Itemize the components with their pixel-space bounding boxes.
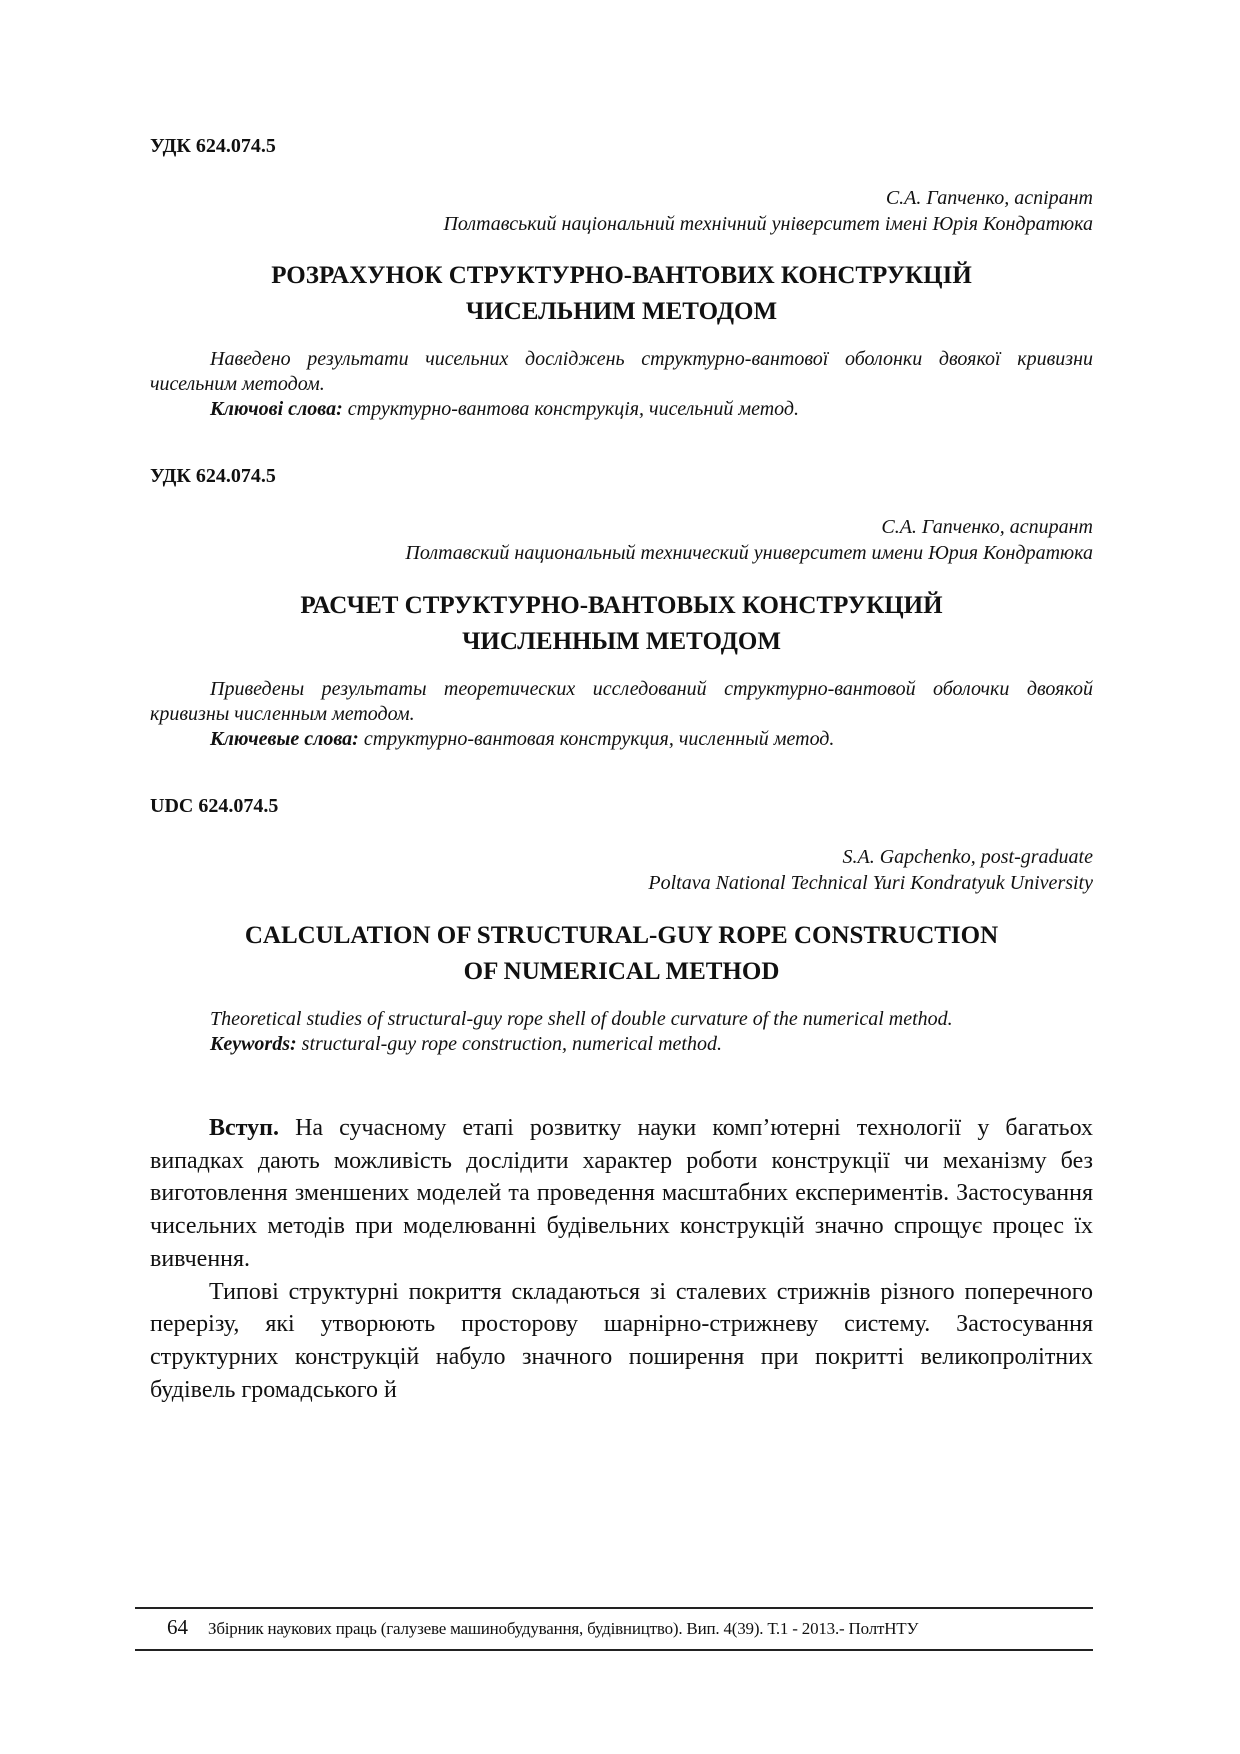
- author-affiliation: Poltava National Technical Yuri Kondratyuk University: [648, 872, 1093, 894]
- author-block-ukrainian: [443, 185, 1093, 237]
- keywords-text: структурно-вантовая конструкция, численный метод.: [358, 728, 835, 750]
- udc-code-russian: УДК 624.074.5: [150, 465, 276, 487]
- title-english: [150, 918, 1093, 990]
- keywords-text: structural-guy rope construction, numerical method.: [296, 1033, 722, 1055]
- udc-code-ukrainian: УДК 624.074.5: [150, 135, 276, 157]
- udc-code-english: UDC 624.074.5: [150, 795, 279, 817]
- keywords: [150, 397, 1093, 422]
- abstract-ukrainian: [150, 347, 1093, 422]
- title-ukrainian: [150, 258, 1093, 330]
- journal-citation: Збірник наукових праць (галузеве машинобудування, будівництво). Вип. 4(39). Т.1 - 2013.- ПолтНТУ: [208, 1619, 919, 1638]
- title-line-1: CALCULATION OF STRUCTURAL-GUY ROPE CONSTRUCTION: [244, 922, 999, 949]
- author-block-english: [648, 844, 1093, 896]
- introduction-text: На сучасному етапі розвитку науки комп’ютерні технології у багатьох випадках дають можливість дослідити характер роботи конструкції чи механізму без виготовлення зменшених моделей та проведення масштабних експериментів. Застосування чисельних методів при моделюванні будівельних конструкцій значно спрощує процес їх вивчення.: [150, 1115, 1093, 1272]
- author-block-russian: [405, 514, 1093, 566]
- abstract-english: [150, 1007, 1093, 1057]
- introduction-label: Вступ.: [209, 1115, 279, 1141]
- introduction-paragraph: [150, 1112, 1093, 1276]
- abstract-text: Наведено результати чисельних досліджень структурно-вантової оболонки двоякої кривизни чисельним методом.: [150, 348, 1093, 395]
- body-text: [150, 1112, 1093, 1406]
- author-affiliation: Полтавський національний технічний університет імені Юрія Кондратюка: [443, 213, 1093, 235]
- title-line-2: ЧИСЕЛЬНИМ МЕТОДОМ: [465, 298, 778, 325]
- keywords: [150, 727, 1093, 752]
- page-footer: [135, 1616, 1093, 1640]
- abstract-text: Theoretical studies of structural-guy rope shell of double curvature of the numerical method.: [210, 1008, 953, 1030]
- keywords-text: структурно-вантова конструкція, чисельний метод.: [342, 398, 799, 420]
- title-line-1: РАСЧЕТ СТРУКТУРНО-ВАНТОВЫХ КОНСТРУКЦИЙ: [300, 592, 943, 619]
- author-affiliation: Полтавский национальный технический университет имени Юрия Кондратюка: [405, 542, 1093, 564]
- author-name: С.А. Гапченко, аспірант: [885, 187, 1093, 209]
- title-russian: [150, 588, 1093, 660]
- author-name: С.А. Гапченко, аспирант: [881, 516, 1093, 538]
- footer-bottom-rule: [135, 1649, 1093, 1651]
- keywords-label: Ключевые слова:: [210, 728, 359, 750]
- footer-top-rule: [135, 1607, 1093, 1609]
- title-line-2: OF NUMERICAL METHOD: [463, 958, 780, 985]
- abstract-russian: [150, 677, 1093, 752]
- keywords: [150, 1032, 1093, 1057]
- page-number: 64: [167, 1615, 188, 1639]
- author-name: S.A. Gapchenko, post-graduate: [842, 846, 1093, 868]
- title-line-1: РОЗРАХУНОК СТРУКТУРНО-ВАНТОВИХ КОНСТРУКЦІЙ: [271, 262, 972, 289]
- title-line-2: ЧИСЛЕННЫМ МЕТОДОМ: [462, 628, 781, 655]
- keywords-label: Ключові слова:: [210, 398, 343, 420]
- body-paragraph-2: Типові структурні покриття складаються зі сталевих стрижнів різного поперечного перерізу, які утворюють просторову шарнірно-стрижневу систему. Застосування структурних конструкцій набуло значного поширення при покритті великопролітних будівель громадського й: [150, 1278, 1093, 1403]
- keywords-label: Keywords:: [210, 1033, 297, 1055]
- abstract-text: Приведены результаты теоретических исследований структурно-вантовой оболочки двоякой кривизны численным методом.: [150, 678, 1093, 725]
